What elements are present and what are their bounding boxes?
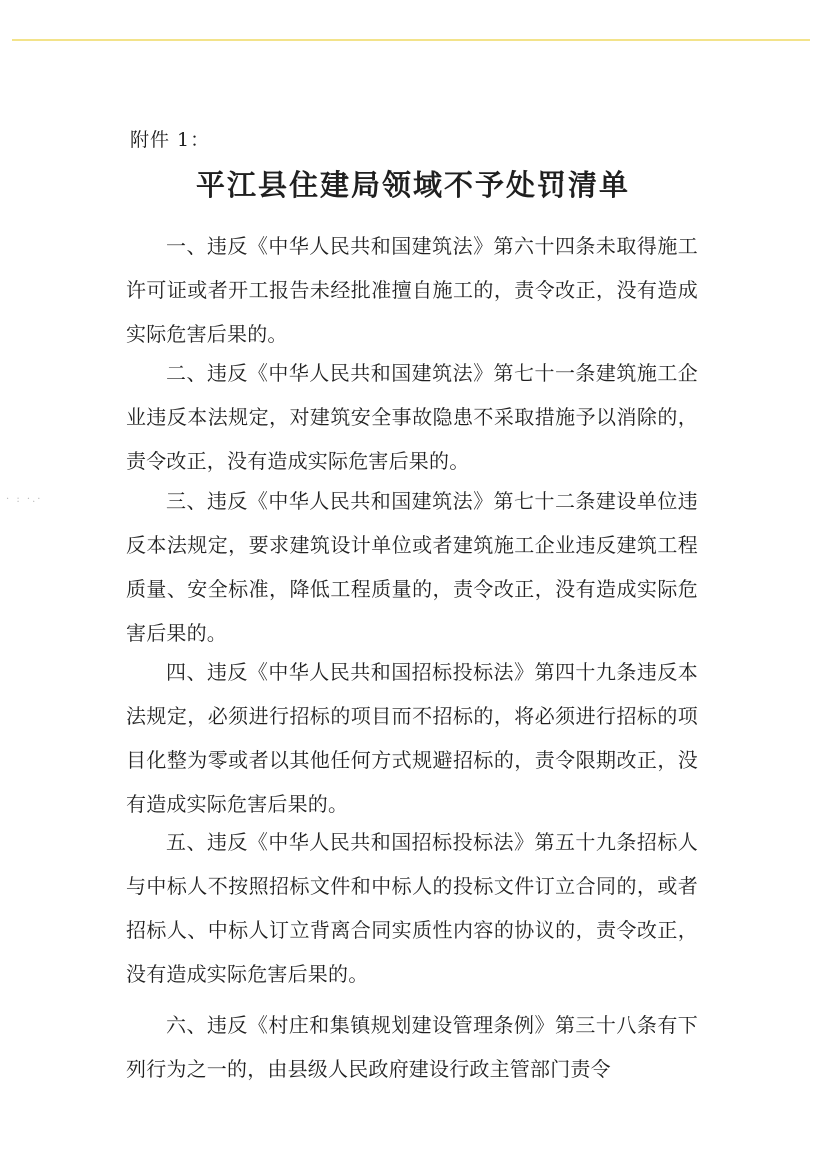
page-title: 平江县住建局领域不予处罚清单 [195, 168, 630, 202]
scan-noise-mark: · : ·.· [6, 494, 43, 505]
clause-6: 六、违反《村庄和集镇规划建设管理条例》第三十八条有下列行为之一的，由县级人民政府建设行政主管部门责令 [126, 1013, 698, 1081]
clause-5: 五、违反《中华人民共和国招标投标法》第五十九条招标人与中标人不按照招标文件和中标人的投标文件订立合同的，或者招标人、中标人订立背离合同实质性内容的协议的，责令改正，没有造成实际危害后果的。 [126, 830, 698, 986]
top-divider-line [12, 39, 810, 41]
clause-4: 四、违反《中华人民共和国招标投标法》第四十九条违反本法规定，必须进行招标的项目而不招标的，将必须进行招标的项目化整为零或者以其他任何方式规避招标的，责令限期改正，没有造成实际危害后果的。 [126, 660, 698, 816]
clause-2: 二、违反《中华人民共和国建筑法》第七十一条建筑施工企业违反本法规定，对建筑安全事故隐患不采取措施予以消除的，责令改正，没有造成实际危害后果的。 [126, 361, 698, 473]
clause-3: 三、违反《中华人民共和国建筑法》第七十二条建设单位违反本法规定，要求建筑设计单位或者建筑施工企业违反建筑工程质量、安全标准，降低工程质量的，责令改正，没有造成实际危害后果的。 [126, 489, 698, 645]
attachment-label: 附件 1： [130, 129, 211, 151]
clause-1: 一、违反《中华人民共和国建筑法》第六十四条未取得施工许可证或者开工报告未经批准擅自施工的，责令改正，没有造成实际危害后果的。 [126, 234, 698, 346]
